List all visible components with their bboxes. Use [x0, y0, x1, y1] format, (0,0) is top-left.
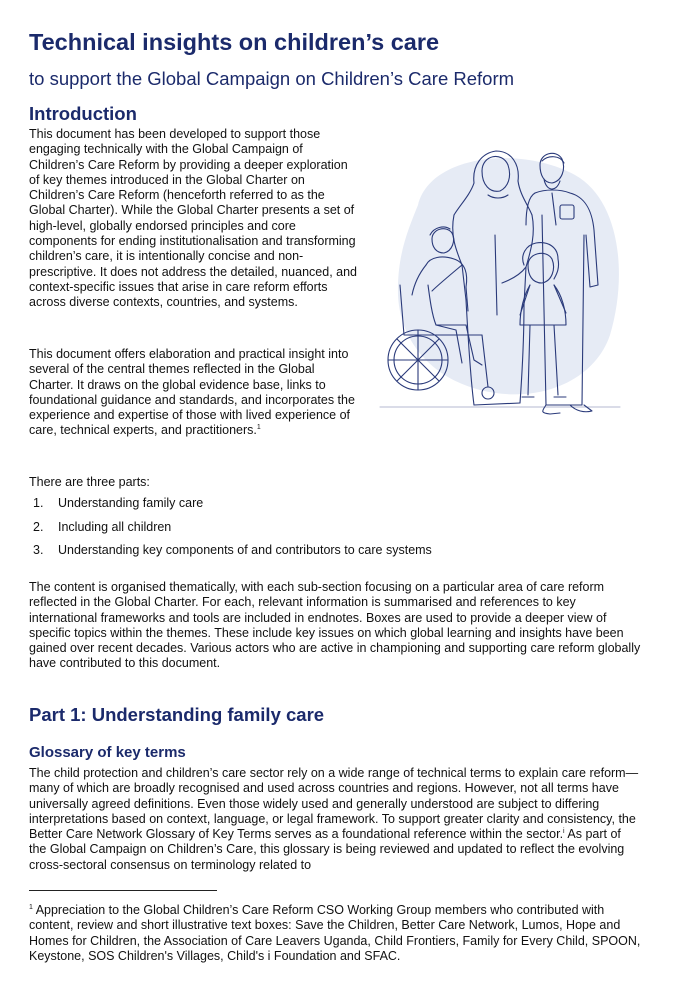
parts-list — [33, 495, 432, 566]
list-item-label: Including all children — [58, 519, 172, 534]
list-item — [33, 542, 432, 566]
glossary-text-a: The child protection and children’s care sector rely on a wide range of technical terms to explain care reform—many of which are broadly recognised and used across countries and regions. However, not all terms have universally agreed definitions. Even those widely used and generally understood are subject to differing interpretations based on context, language, or legal framework. To support greater clarity and consistency, the Better Care Network Glossary of Key Terms serves as a foundational reference within the sector. — [29, 766, 639, 842]
parts-intro: There are three parts: — [29, 475, 150, 489]
footnote-text: Appreciation to the Global Children’s Care Reform CSO Working Group members who contributed with content, review and short illustrative text boxes: Save the Children, Better Care Network, Lumos, Hope and Homes for Children, the Association of Care Leavers Uganda, Child Frontiers, Family for Every Child, SPOON, Keystone, SOS Children's Villages, Child's i Foundation and SFAC. — [29, 903, 641, 963]
list-item-number: 2. — [33, 519, 44, 534]
background-blob — [398, 158, 619, 394]
list-item-label: Understanding key components of and contributors to care systems — [58, 543, 432, 557]
glossary-text-b: As part of the Global Campaign on Children’s Care, this glossary is being reviewed and updated to reflect the evolving cross-sectoral consensus on terminology related to — [29, 827, 625, 872]
footnote-divider — [29, 890, 217, 891]
endnote-ref-i: i — [563, 828, 565, 836]
intro-paragraph-2-text: This document offers elaboration and practical insight into several of the central themes reflected in the Global Charter. It draws on the global evidence base, links to foundational guidance and standards, and incorporates the experience and expertise of those with lived experience of care, technical experts, and practitioners. — [29, 347, 355, 438]
glossary-heading: Glossary of key terms — [29, 744, 186, 761]
introduction-heading: Introduction — [29, 103, 137, 124]
list-item-label: Understanding family care — [58, 496, 204, 510]
intro-paragraph-2 — [29, 347, 359, 439]
list-item-number: 1. — [33, 496, 44, 510]
glossary-paragraph — [29, 766, 641, 873]
page-subtitle: to support the Global Campaign on Children’s Care Reform — [29, 68, 515, 89]
part1-heading: Part 1: Understanding family care — [29, 704, 325, 725]
footnote-mark: 1 — [29, 903, 33, 911]
list-item-number: 3. — [33, 543, 44, 557]
list-item — [33, 495, 432, 519]
footnote-ref-1: 1 — [256, 424, 261, 432]
content-paragraph: The content is organised thematically, with each sub-section focusing on a particular area of care reform reflected in the Global Charter. For each, relevant information is summarised and references to key international frameworks and tools are included in endnotes. Boxes are used to provide a deeper view of specific topics within the themes. These include key issues on which global learning and insights have been gained over recent decades. Various actors who are active in championing and supporting care reform globally have contributed to this document. — [29, 580, 641, 671]
intro-paragraph-1: This document has been developed to support those engaging technically with the Global Campaign of Children’s Care Reform by providing a deeper exploration of key themes introduced in the Global Charter on Children’s Care Reform (henceforth referred to as the Global Charter). While the Global Charter presents a set of high-level, globally endorsed principles and core components for ending institutionalisation and transforming children’s care, it is intentionally concise and non-prescriptive. It does not address the detailed, nuanced, and context-specific issues that arise in care reform efforts across diverse contexts, countries, and systems. — [29, 127, 357, 310]
footnote — [29, 903, 641, 964]
page-title: Technical insights on children’s care — [29, 29, 440, 55]
family-illustration — [370, 135, 632, 425]
list-item — [33, 519, 432, 543]
